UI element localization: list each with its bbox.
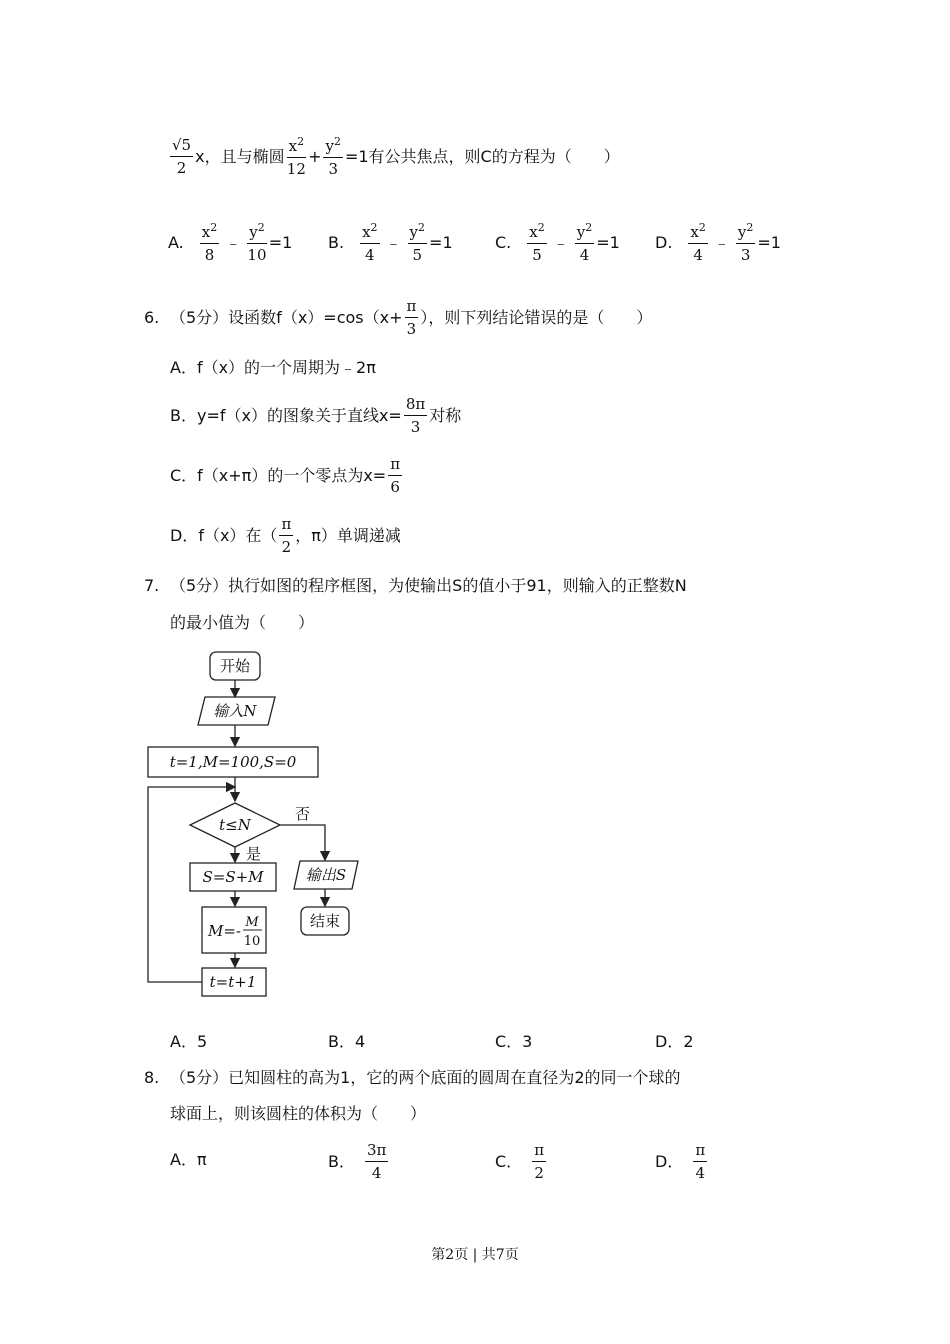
q5-option-b: B. $\frac{x^2}{4}$ ﹣ $\frac{y^2}{5}$ =1: [328, 221, 453, 264]
q6-option-d: D．f（x）在（ $\frac{\pi}{2}$ ，π）单调递减: [170, 515, 401, 556]
q6-option-b: B．y=f（x）的图象关于直线x= $\frac{8\pi}{3}$ 对称: [170, 395, 462, 436]
q8-stem-line2: 球面上，则该圆柱的体积为（ ）: [170, 1104, 427, 1123]
flow-no-label: 否: [295, 805, 311, 823]
flowchart: [140, 645, 400, 1005]
q8-option-a: A．π: [170, 1150, 207, 1169]
q8-option-b: B． $\frac{3\pi}{4}$: [328, 1141, 387, 1182]
q5-text-a: x，且与椭圆: [195, 146, 285, 166]
flow-m-update-label: M=-: [208, 922, 241, 940]
sqrt5-over-2: $\frac{√5}{2}$: [172, 136, 192, 177]
flow-output-label: 输出S: [305, 866, 347, 884]
q5-option-d: D. $\frac{x^2}{4}$ ﹣ $\frac{y^2}{3}$ =1: [655, 221, 781, 264]
q6-number: 6.: [144, 307, 160, 327]
q7-stem-line1: 7. （5分）执行如图的程序框图，为使输出S的值小于91，则输入的正整数N: [144, 576, 687, 595]
q7-stem-line2: 的最小值为（ ）: [170, 613, 315, 632]
q7-option-b: B．4: [328, 1032, 366, 1051]
q7-option-a: A．5: [170, 1032, 208, 1051]
page-footer: 第2页 | 共7页: [431, 1247, 519, 1263]
flow-input-label: 输入N: [213, 702, 257, 720]
flow-m-num: M: [245, 915, 259, 930]
flow-t-update-label: t=t+1: [209, 973, 257, 991]
flow-start-label: 开始: [219, 657, 251, 675]
ellipse-term-y: $\frac{y^2}{3}$: [325, 135, 341, 178]
q5-option-c: C. $\frac{x^2}{5}$ ﹣ $\frac{y^2}{4}$ =1: [495, 221, 620, 264]
q7-option-c: C．3: [495, 1032, 533, 1051]
flow-condition-label: t≤N: [219, 816, 251, 834]
flow-s-update-label: S=S+M: [202, 868, 264, 886]
flow-init-label: t=1,M=100,S=0: [169, 753, 297, 771]
q8-option-c: C． $\frac{\pi}{2}$: [495, 1141, 545, 1182]
q7-number: 7.: [144, 576, 160, 595]
q7-option-d: D．2: [655, 1032, 694, 1051]
flow-end-label: 结束: [309, 912, 341, 930]
q5-text-b: =1有公共焦点，则C的方程为（ ）: [344, 146, 620, 166]
ellipse-term-x: $\frac{x^2}{12}$: [286, 135, 306, 178]
q6-option-a: A．f（x）的一个周期为﹣2π: [170, 358, 376, 377]
q5-continuation: $\frac{√5}{2}$ x，且与椭圆 $\frac{x^2}{12}$ + $\frac{y^2}{3}$ =1有公共焦点，则C的方程为（ ）: [172, 135, 620, 178]
q5-option-a: A. $\frac{x^2}{8}$ ﹣ $\frac{y^2}{10}$ =1: [168, 221, 293, 264]
q8-option-d: D． $\frac{\pi}{4}$: [655, 1141, 706, 1182]
flow-yes-label: 是: [246, 845, 262, 863]
q8-stem-line1: 8. （5分）已知圆柱的高为1，它的两个底面的圆周在直径为2的同一个球的: [144, 1068, 681, 1087]
q6-option-c: C．f（x+π）的一个零点为x= $\frac{\pi}{6}$: [170, 455, 401, 496]
q6-stem: 6. （5分）设函数f（x）=cos（x+ $\frac{\pi}{3}$ ），则下列结论错误的是（ ）: [144, 297, 653, 338]
flow-m-den: 10: [243, 934, 261, 949]
q8-number: 8.: [144, 1068, 160, 1087]
